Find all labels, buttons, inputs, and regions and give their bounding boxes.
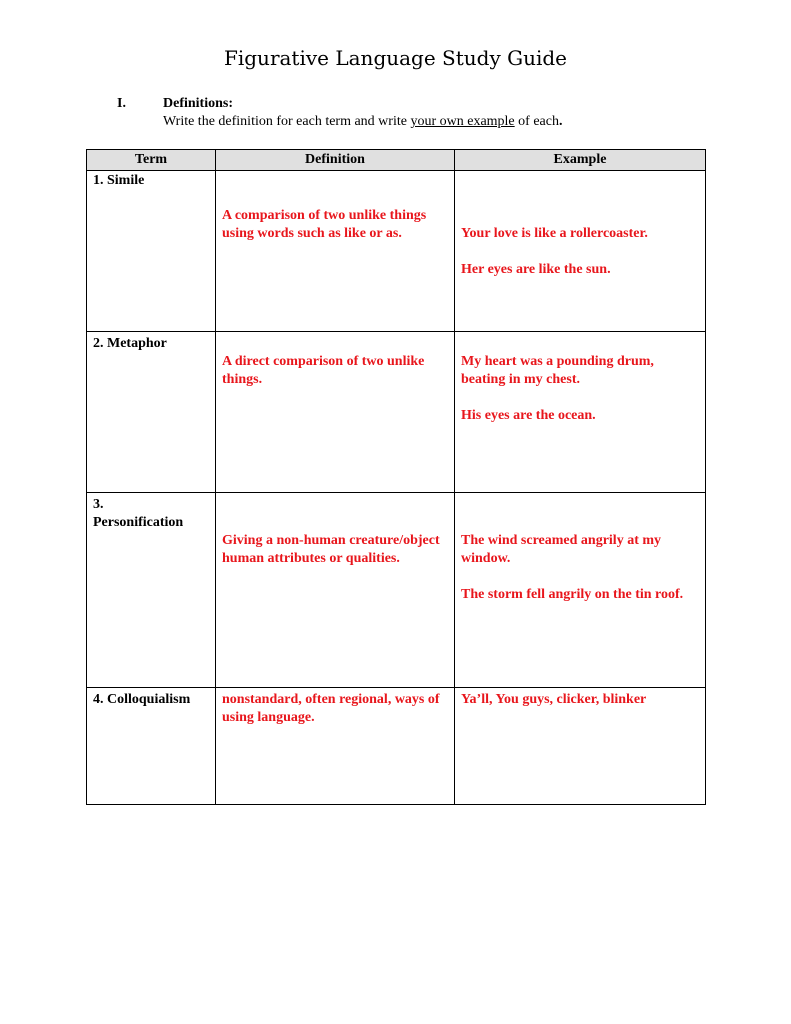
term-label: Personification <box>93 515 184 530</box>
term-label: 4. Colloquialism <box>93 692 191 707</box>
table-row <box>87 688 706 805</box>
table-header-row <box>87 150 706 171</box>
definition-cell <box>216 332 455 493</box>
example-text: My heart was a pounding drum, beating in my chest. <box>461 354 654 387</box>
instructions-tail: of each <box>514 114 559 129</box>
table-row <box>87 171 706 332</box>
term-label: 1. Simile <box>93 173 145 188</box>
table-row <box>87 332 706 493</box>
term-cell <box>87 171 216 332</box>
term-cell <box>87 493 216 688</box>
example-cell <box>455 493 706 688</box>
instructions <box>163 114 562 130</box>
section-number: I. <box>117 96 126 111</box>
example-text: The storm fell angrily on the tin roof. <box>461 587 684 602</box>
example-text: His eyes are the ocean. <box>461 408 596 423</box>
definition-text: A comparison of two unlike things using words such as like or as. <box>222 208 427 241</box>
header-term: Term <box>87 150 216 171</box>
definition-cell <box>216 493 455 688</box>
definition-cell <box>216 171 455 332</box>
table-row <box>87 493 706 688</box>
example-text: The wind screamed angrily at my window. <box>461 533 662 566</box>
instructions-period: . <box>558 114 563 129</box>
term-label: 2. Metaphor <box>93 336 167 351</box>
definition-text: A direct comparison of two unlike things. <box>222 354 425 387</box>
header-example: Example <box>455 150 706 171</box>
section-heading: Definitions: <box>163 96 233 111</box>
page-title: Figurative Language Study Guide <box>223 46 568 70</box>
term-cell <box>87 688 216 805</box>
term-number: 3. <box>93 497 104 512</box>
term-cell <box>87 332 216 493</box>
example-cell <box>455 688 706 805</box>
definition-text: nonstandard, often regional, ways of using language. <box>222 692 440 725</box>
example-text: Her eyes are like the sun. <box>461 262 611 277</box>
header-definition: Definition <box>216 150 455 171</box>
instructions-underlined: your own example <box>410 114 515 129</box>
example-text: Ya’ll, You guys, clicker, blinker <box>461 692 647 707</box>
definition-text: Giving a non-human creature/object human attributes or qualities. <box>222 533 440 566</box>
example-cell <box>455 332 706 493</box>
example-cell <box>455 171 706 332</box>
example-text: Your love is like a rollercoaster. <box>461 226 648 241</box>
instructions-text: Write the definition for each term and write <box>163 114 411 129</box>
definition-cell <box>216 688 455 805</box>
terms-table <box>86 149 706 805</box>
